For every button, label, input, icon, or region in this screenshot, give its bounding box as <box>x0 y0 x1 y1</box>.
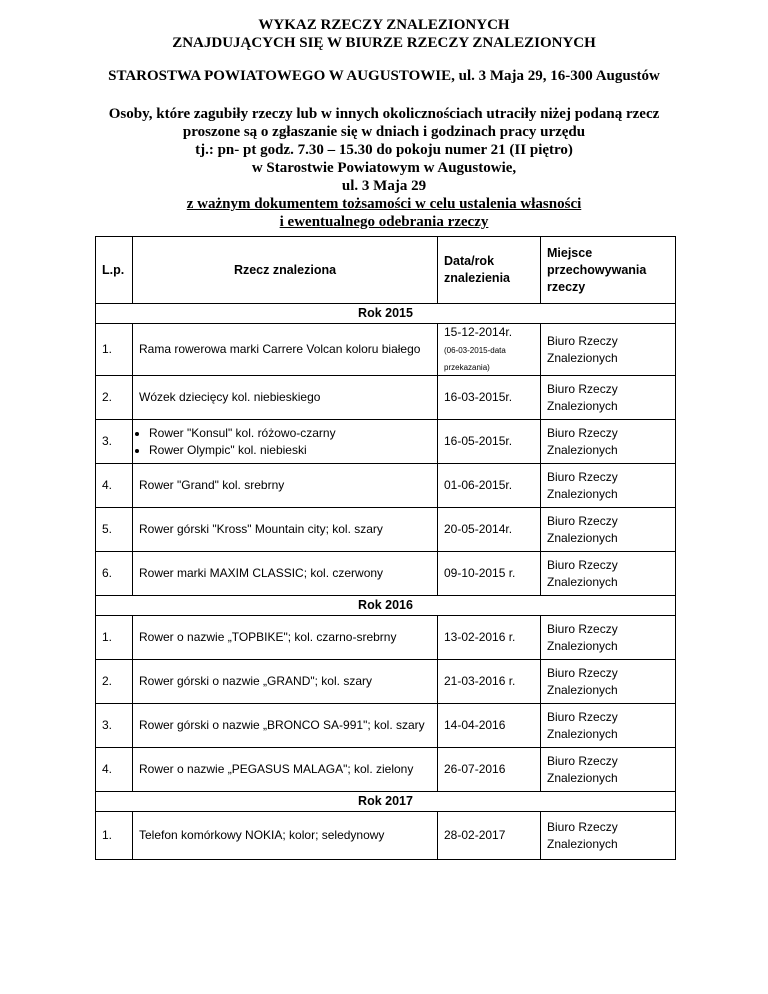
table-row <box>96 376 676 420</box>
notice-line: proszone są o zgłaszanie się w dniach i godzinach pracy urzędu <box>182 124 586 140</box>
row-place: Biuro Rzeczy Znalezionych <box>541 704 676 748</box>
row-item: Rower górski "Kross" Mountain city; kol. szary <box>133 508 438 552</box>
row-item: Wózek dziecięcy kol. niebieskiego <box>133 376 438 420</box>
year-label: Rok 2015 <box>96 304 676 324</box>
row-date: 16-05-2015r. <box>438 420 541 464</box>
row-item: Rower o nazwie „TOPBIKE"; kol. czarno-srebrny <box>133 616 438 660</box>
row-lp: 2. <box>96 660 133 704</box>
list-item: • Rower "Konsul" kol. różowo-czarny <box>149 425 431 442</box>
table-row <box>96 508 676 552</box>
row-item: Telefon komórkowy NOKIA; kolor; seledynowy <box>133 812 438 860</box>
table-row <box>96 748 676 792</box>
row-item: Rower górski o nazwie „BRONCO SA-991"; kol. szary <box>133 704 438 748</box>
row-date: 28-02-2017 <box>438 812 541 860</box>
table-row <box>96 616 676 660</box>
row-date: 15-12-2014r. (06-03-2015-data przekazania) <box>438 324 541 376</box>
header-lp: L.p. <box>96 237 133 304</box>
office-address: STAROSTWA POWIATOWEGO W AUGUSTOWIE, ul. 3 Maja 29, 16-300 Augustów <box>108 68 660 84</box>
document-title-line1: WYKAZ RZECZY ZNALEZIONYCH <box>258 17 510 33</box>
row-place: Biuro Rzeczy Znalezionych <box>541 376 676 420</box>
row-item: Rower "Grand" kol. srebrny <box>133 464 438 508</box>
row-place: Biuro Rzeczy Znalezionych <box>541 508 676 552</box>
table-row <box>96 704 676 748</box>
row-item: Rower górski o nazwie „GRAND"; kol. szary <box>133 660 438 704</box>
row-place: Biuro Rzeczy Znalezionych <box>541 324 676 376</box>
row-place: Biuro Rzeczy Znalezionych <box>541 812 676 860</box>
row-lp: 3. <box>96 420 133 464</box>
row-lp: 6. <box>96 552 133 596</box>
row-date: 13-02-2016 r. <box>438 616 541 660</box>
row-item: Rower o nazwie „PEGASUS MALAGA"; kol. zielony <box>133 748 438 792</box>
row-place: Biuro Rzeczy Znalezionych <box>541 464 676 508</box>
found-items-table <box>95 236 676 860</box>
row-date-note: (06-03-2015-data przekazania) <box>444 346 506 372</box>
header-place: Miejsce przechowywania rzeczy <box>541 237 676 304</box>
year-label: Rok 2017 <box>96 792 676 812</box>
row-lp: 5. <box>96 508 133 552</box>
row-place: Biuro Rzeczy Znalezionych <box>541 420 676 464</box>
row-lp: 1. <box>96 616 133 660</box>
row-lp: 2. <box>96 376 133 420</box>
row-place: Biuro Rzeczy Znalezionych <box>541 660 676 704</box>
year-row <box>96 792 676 812</box>
row-lp: 1. <box>96 812 133 860</box>
row-lp: 3. <box>96 704 133 748</box>
year-label: Rok 2016 <box>96 596 676 616</box>
notice-line: ul. 3 Maja 29 <box>341 178 427 194</box>
notice-line: Osoby, które zagubiły rzeczy lub w innych okolicznościach utraciły niżej podaną rzecz <box>108 106 660 122</box>
table-header-row <box>96 237 676 304</box>
header-item: Rzecz znaleziona <box>133 237 438 304</box>
row-place: Biuro Rzeczy Znalezionych <box>541 552 676 596</box>
row-date: 26-07-2016 <box>438 748 541 792</box>
list-item: • Rower Olympic" kol. niebieski <box>149 442 431 459</box>
row-date: 20-05-2014r. <box>438 508 541 552</box>
row-date: 16-03-2015r. <box>438 376 541 420</box>
row-date: 21-03-2016 r. <box>438 660 541 704</box>
notice-line: w Starostwie Powiatowym w Augustowie, <box>251 160 517 176</box>
table-row <box>96 660 676 704</box>
row-item: Rama rowerowa marki Carrere Volcan koloru białego <box>133 324 438 376</box>
row-lp: 4. <box>96 464 133 508</box>
row-date: 14-04-2016 <box>438 704 541 748</box>
year-row <box>96 596 676 616</box>
notice-line: tj.: pn- pt godz. 7.30 – 15.30 do pokoju numer 21 (II piętro) <box>195 142 573 158</box>
row-place: Biuro Rzeczy Znalezionych <box>541 748 676 792</box>
table-row <box>96 552 676 596</box>
row-place: Biuro Rzeczy Znalezionych <box>541 616 676 660</box>
table-row <box>96 420 676 464</box>
row-item <box>133 420 438 464</box>
row-date: 09-10-2015 r. <box>438 552 541 596</box>
row-lp: 4. <box>96 748 133 792</box>
row-date: 01-06-2015r. <box>438 464 541 508</box>
document-title-line2: ZNAJDUJĄCYCH SIĘ W BIURZE RZECZY ZNALEZIONYCH <box>172 35 596 51</box>
header-date: Data/rok znalezienia <box>438 237 541 304</box>
row-lp: 1. <box>96 324 133 376</box>
notice-line-underlined: z ważnym dokumentem tożsamości w celu ustalenia własności <box>186 196 582 212</box>
table-row <box>96 812 676 860</box>
row-item: Rower marki MAXIM CLASSIC; kol. czerwony <box>133 552 438 596</box>
year-row <box>96 304 676 324</box>
notice-line-underlined: i ewentualnego odebrania rzeczy <box>279 214 489 230</box>
table-row <box>96 324 676 376</box>
notice-block <box>0 105 768 231</box>
table-row <box>96 464 676 508</box>
